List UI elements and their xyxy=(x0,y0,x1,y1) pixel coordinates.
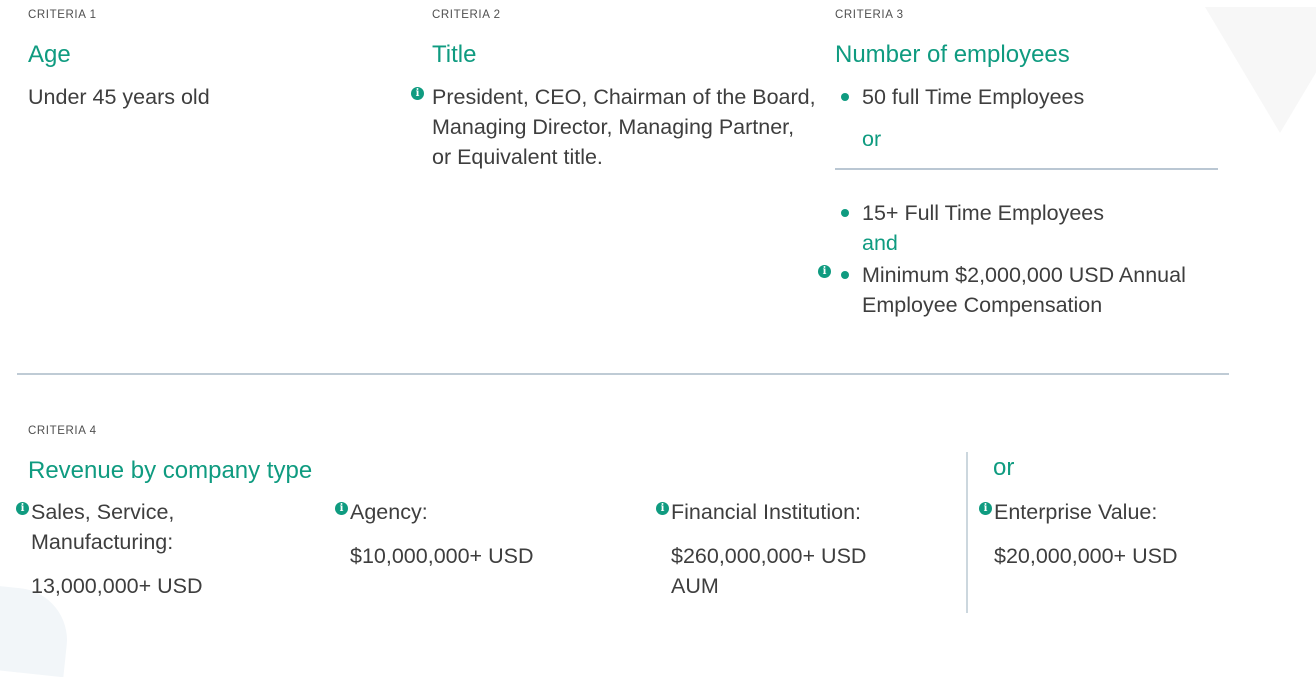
decor-triangle xyxy=(1205,7,1316,133)
criteria-3-label: CRITERIA 3 xyxy=(835,9,904,21)
criteria-1-text: Under 45 years old xyxy=(28,85,210,109)
criteria-3-divider xyxy=(835,168,1218,170)
info-icon[interactable]: i xyxy=(16,502,29,515)
info-icon[interactable]: i xyxy=(656,502,669,515)
list-item xyxy=(818,198,1218,228)
info-icon[interactable]: i xyxy=(818,265,831,278)
criteria-2-title: Title xyxy=(432,41,477,68)
revenue-financial-value: $260,000,000+ USD AUM xyxy=(671,544,867,598)
revenue-financial-label: Financial Institution: xyxy=(671,500,862,524)
vertical-divider xyxy=(966,452,968,613)
revenue-agency-label: Agency: xyxy=(350,500,428,524)
criteria-4-connector-or: or xyxy=(993,454,1015,481)
criteria-3-connector-or: or xyxy=(862,127,882,151)
revenue-enterprise-label: Enterprise Value: xyxy=(994,500,1158,524)
info-icon[interactable]: i xyxy=(411,87,424,100)
criteria-1-label: CRITERIA 1 xyxy=(28,9,97,21)
criteria-1-section xyxy=(28,0,398,112)
revenue-col-financial xyxy=(656,497,911,601)
revenue-sales-label: Sales, Service, Manufacturing: xyxy=(31,500,175,554)
criteria-2-section xyxy=(411,0,823,172)
revenue-sales-value: 13,000,000+ USD xyxy=(31,574,203,598)
criteria-3-option-3: Minimum $2,000,000 USD Annual Employee Compensation xyxy=(862,263,1186,317)
revenue-agency-value: $10,000,000+ USD xyxy=(350,544,534,568)
criteria-2-label: CRITERIA 2 xyxy=(432,9,501,21)
criteria-3-option-2: 15+ Full Time Employees xyxy=(862,201,1104,225)
criteria-3-option-1: 50 full Time Employees xyxy=(862,85,1085,109)
bullet-icon xyxy=(841,209,849,217)
criteria-4-title: Revenue by company type xyxy=(28,457,313,484)
revenue-col-agency xyxy=(335,497,595,571)
criteria-3-connector-and: and xyxy=(862,231,898,255)
revenue-col-sales xyxy=(16,497,266,601)
list-item xyxy=(818,82,1218,112)
list-item xyxy=(818,260,1218,320)
section-divider xyxy=(17,373,1229,375)
bullet-icon xyxy=(841,93,849,101)
criteria-3-title: Number of employees xyxy=(835,41,1070,68)
info-icon[interactable]: i xyxy=(979,502,992,515)
info-icon[interactable]: i xyxy=(335,502,348,515)
bullet-icon xyxy=(841,271,849,279)
criteria-2-text: President, CEO, Chairman of the Board, Managing Director, Managing Partner, or Equivalent title. xyxy=(432,85,816,169)
criteria-4-label: CRITERIA 4 xyxy=(28,425,97,437)
revenue-enterprise-value: $20,000,000+ USD xyxy=(994,544,1178,568)
revenue-col-enterprise xyxy=(979,497,1259,571)
criteria-3-section xyxy=(818,0,1218,320)
criteria-1-title: Age xyxy=(28,41,71,68)
criteria-4-header xyxy=(28,424,312,488)
